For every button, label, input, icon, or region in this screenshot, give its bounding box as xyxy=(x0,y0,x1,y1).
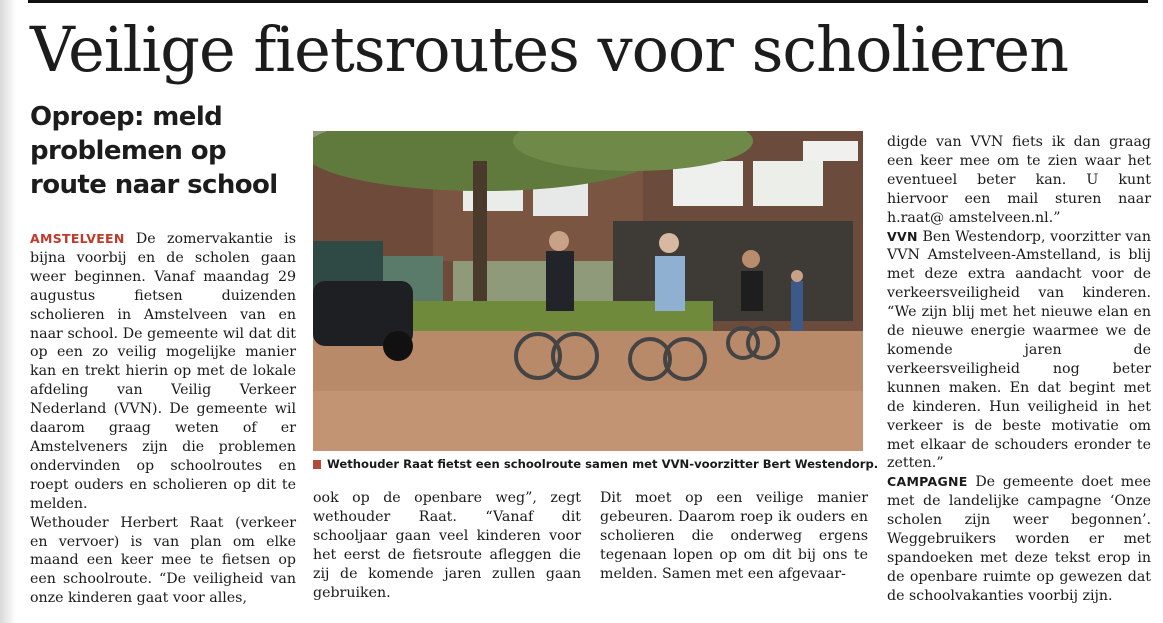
column-2 xyxy=(313,489,581,602)
article-photo xyxy=(313,131,863,451)
paragraph-campagne xyxy=(887,473,1151,605)
kicker-vvn: VVN xyxy=(887,228,918,244)
photo-caption xyxy=(313,457,879,471)
paragraph-quote-end: digde van VVN fiets ik dan graag een keer mee om te zien waar het eventueel beter kan. U kunt hiervoor een mail sturen naar h.raat@ amstelveen.nl.” xyxy=(887,134,1151,226)
dateline: AMSTELVEEN xyxy=(30,231,125,246)
paragraph-wethouder: Wethouder Herbert Raat (verkeer en vervoer) is van plan om elke maand een keer mee te fietsen op een schoolroute. “De veiligheid van onze kinderen gaat voor alles, xyxy=(30,514,296,607)
caption-text: Wethouder Raat fietst een schoolroute samen met VVN-voorzitter Bert Westendorp. xyxy=(327,457,879,471)
subhead: Oproep: meld problemen op route naar school xyxy=(30,102,278,200)
intro-text: De zomervakantie is bijna voorbij en de scholen gaan weer beginnen. Vanaf maandag 29 augustus fietsen duizenden scholieren in Amstelveen van en naar school. De gemeente wil dat dit op een zo veilig mogelijke manier kan en trekt hierin op met de lokale afdeling van Veilig Verkeer Nederland (VVN). De gemeente wil daarom graag weten of er Amstelveners zijn die problemen ondervinden op schoolroutes en roept ouders en scholieren op dit te melden. xyxy=(30,231,297,512)
column-3 xyxy=(600,489,868,584)
campagne-text: De gemeente doet mee met de landelijke campagne ‘Onze scholen zijn weer begonnen’. Weggebruikers worden er met spandoeken met deze tekst erop in de openbare ruimte op gewezen dat de schoolvakanties voorbij zijn. xyxy=(887,474,1151,604)
top-rule xyxy=(28,0,1148,3)
caption-marker-icon xyxy=(313,460,321,469)
paragraph-quote-cont-2: Dit moet op een veilige manier gebeuren. Daarom roep ik ouders en scholieren die onderweg ergens tegenaan lopen op om dit bij ons te melden. Samen met een afgevaar- xyxy=(600,490,868,582)
column-1 xyxy=(30,230,296,608)
column-4 xyxy=(887,133,1151,606)
kicker-campagne: CAMPAGNE xyxy=(887,474,968,490)
headline: Veilige fietsroutes voor scholieren xyxy=(30,13,1069,86)
paragraph-quote-cont: ook op de openbare weg”, zegt wethouder Raat. “Vanaf dit schooljaar gaan veel kinderen voor het eerst de fietsroute afleggen die zij de komende jaren zullen gaan gebruiken. xyxy=(313,490,581,601)
paragraph-intro xyxy=(30,230,296,514)
paragraph-vvn xyxy=(887,228,1151,474)
vvn-text: Ben Westendorp, voorzitter van VVN Amstelveen-Amstelland, is blij met deze extra aandacht voor de verkeersveiligheid van kinderen. “We zijn blij met het nieuwe elan en de nieuwe energie waarmee we de komende jaren de verkeersveiligheid nog beter kunnen maken. En dat begint met de kinderen. Hun veiligheid in het verkeer is de beste motivatie om met elkaar de schouders eronder te zetten.” xyxy=(887,228,1151,472)
page-edge-shadow xyxy=(0,0,16,623)
